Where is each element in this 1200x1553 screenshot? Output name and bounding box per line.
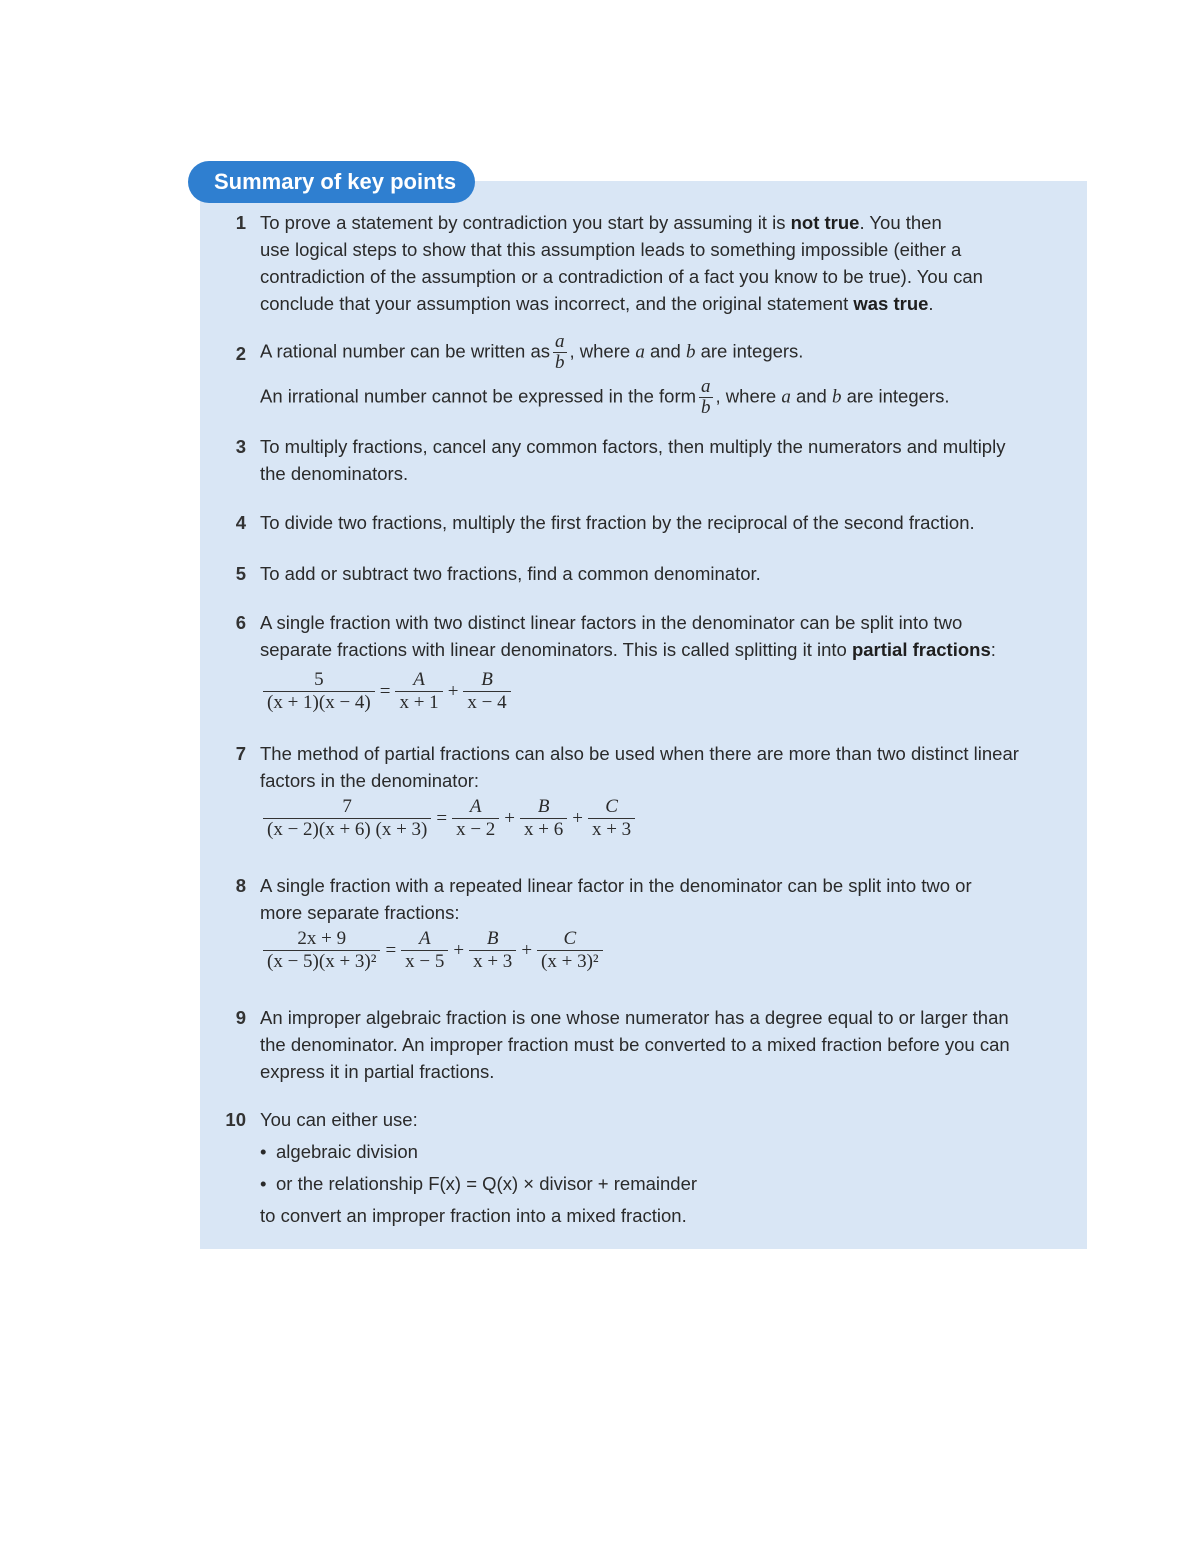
partial-fraction-equation: $\frac{7}{(x - 2)(x + 6) (x + 3)}$ = $\frac{A}{x - 2}$ + $\frac{B}{x + 6}$ + $\frac{C}{x + 3}$ bbox=[260, 796, 1075, 841]
text-line: A single fraction with a repeated linear factor in the denominator can be split into two or bbox=[260, 875, 972, 896]
key-point-number: 7 bbox=[235, 743, 246, 764]
bullet-item: • or the relationship F(x) = Q(x) × divisor + remainder bbox=[260, 1170, 1075, 1197]
text-line: the denominator. An improper fraction must be converted to a mixed fraction before you can bbox=[260, 1034, 1010, 1055]
bullet-item: • algebraic division bbox=[260, 1138, 1075, 1165]
rational-definition: A rational number can be written as $\frac{a}{b}$ , where a and b are integers. bbox=[260, 331, 804, 373]
text-line: more separate fractions: bbox=[260, 902, 460, 923]
fraction-a-over-b: $\frac{a}{b}$ bbox=[555, 331, 565, 373]
key-point-7 bbox=[235, 740, 1075, 841]
fraction-a-over-b: $\frac{a}{b}$ bbox=[701, 376, 711, 418]
key-point-4 bbox=[235, 509, 1075, 536]
key-point-10 bbox=[225, 1106, 1075, 1229]
text-line: contradiction of the assumption or a contradiction of a fact you know to be true). You can bbox=[260, 266, 983, 287]
key-point-number: 2 bbox=[235, 343, 246, 364]
key-point-number: 3 bbox=[235, 436, 246, 457]
key-point-3 bbox=[235, 433, 1075, 487]
key-point-number: 4 bbox=[235, 512, 246, 533]
key-point-1 bbox=[235, 209, 1075, 317]
text-line: To prove a statement by contradiction you start by assuming it is not true. You then bbox=[260, 212, 942, 233]
text-line: A single fraction with two distinct linear factors in the denominator can be split into two bbox=[260, 612, 963, 633]
key-point-6 bbox=[235, 609, 1075, 714]
partial-fraction-equation: $\frac{2x + 9}{\text{(x − 5)(x + 3)²}}$ = $\frac{A}{x - 5}$ + $\frac{B}{x + 3}$ + $\frac{C}{\text{(x + 3)²}}$ bbox=[260, 928, 1075, 973]
key-point-9 bbox=[235, 1004, 1075, 1085]
key-point-5 bbox=[235, 560, 1075, 587]
text-line: conclude that your assumption was incorrect, and the original statement was true. bbox=[260, 293, 934, 314]
text-line: factors in the denominator: bbox=[260, 770, 480, 791]
text-line: the denominators. bbox=[260, 463, 409, 484]
key-point-number: 1 bbox=[235, 212, 246, 233]
key-point-number: 9 bbox=[235, 1007, 246, 1028]
summary-title: Summary of key points bbox=[188, 161, 475, 203]
text-line: To multiply fractions, cancel any common factors, then multiply the numerators and multiply bbox=[260, 436, 1006, 457]
text-line: The method of partial fractions can also be used when there are more than two distinct linear bbox=[260, 743, 1019, 764]
text-line: To divide two fractions, multiply the first fraction by the reciprocal of the second fraction. bbox=[260, 512, 975, 533]
key-point-number: 6 bbox=[235, 612, 246, 633]
text-line: An improper algebraic fraction is one whose numerator has a degree equal to or larger than bbox=[260, 1007, 1009, 1028]
text-line: use logical steps to show that this assumption leads to something impossible (either a bbox=[260, 239, 962, 260]
text-line: separate fractions with linear denominators. This is called splitting it into partial fractions: bbox=[260, 639, 996, 660]
text-line: To add or subtract two fractions, find a common denominator. bbox=[260, 563, 761, 584]
text-line: to convert an improper fraction into a mixed fraction. bbox=[260, 1205, 687, 1226]
key-point-number: 10 bbox=[225, 1109, 246, 1130]
text-line: You can either use: bbox=[260, 1109, 418, 1130]
text-line: express it in partial fractions. bbox=[260, 1061, 495, 1082]
key-point-number: 5 bbox=[235, 563, 246, 584]
key-point-8 bbox=[235, 872, 1075, 973]
irrational-definition: An irrational number cannot be expressed in the form $\frac{a}{b}$ , where a and b are integers. bbox=[260, 376, 950, 418]
key-point-2 bbox=[235, 331, 1075, 418]
partial-fraction-equation: $\frac{5}{(x + 1)(x - 4)}$ = $\frac{A}{x + 1}$ + $\frac{B}{x - 4}$ bbox=[260, 669, 1075, 714]
key-point-number: 8 bbox=[235, 875, 246, 896]
